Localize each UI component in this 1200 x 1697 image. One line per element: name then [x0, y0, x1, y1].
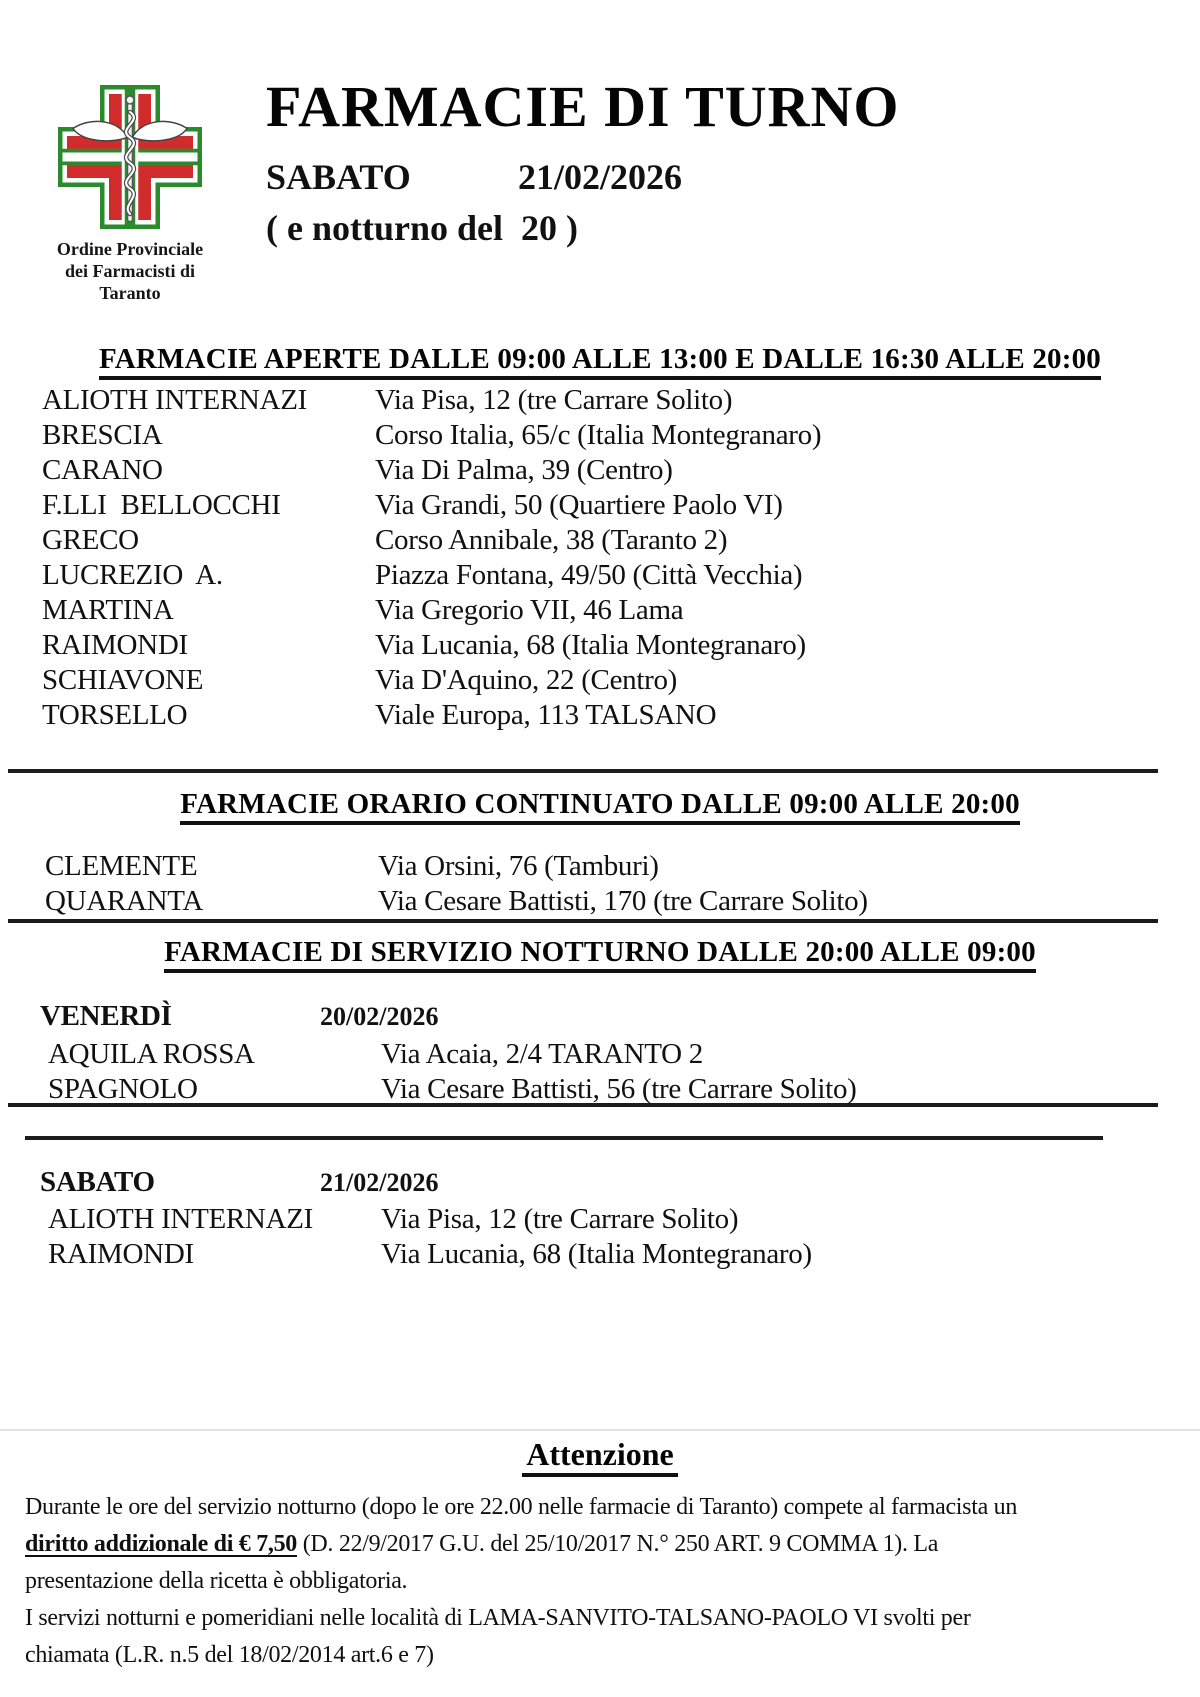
- section-heading-notturno: FARMACIE DI SERVIZIO NOTTURNO DALLE 20:00 ALLE 09:00: [164, 936, 1036, 973]
- list-item: [45, 884, 1200, 919]
- attention-text-line: presentazione della ricetta è obbligatoria.: [25, 1568, 408, 1594]
- logo-block: [25, 82, 235, 304]
- pharmacy-name: TORSELLO: [42, 699, 188, 731]
- list-item: [42, 698, 1200, 733]
- night-day-row: [40, 1165, 1200, 1200]
- pharmacy-name: QUARANTA: [45, 885, 203, 917]
- pharmacy-name: LUCREZIO A.: [42, 559, 223, 591]
- pharmacy-name: ALIOTH INTERNAZI: [48, 1203, 313, 1235]
- date-value: 21/02/2026: [320, 1168, 439, 1197]
- list-item: [42, 663, 1200, 698]
- weekday-label: VENERDÌ: [40, 1000, 172, 1032]
- pharmacy-name: MARTINA: [42, 594, 174, 626]
- pharmacy-address: Piazza Fontana, 49/50 (Città Vecchia): [375, 559, 803, 591]
- attention-text-line: I servizi notturni e pomeridiani nelle località di LAMA-SANVITO-TALSANO-PAOLO VI svolti per: [25, 1605, 971, 1631]
- pharmacy-name: RAIMONDI: [42, 629, 188, 661]
- date-line: [266, 157, 1186, 197]
- night-day-row: [40, 999, 1200, 1034]
- list-item: [42, 593, 1200, 628]
- list-item: [48, 1237, 1200, 1272]
- list-item: [42, 383, 1200, 418]
- pharmacy-name: ALIOTH INTERNAZI: [42, 384, 307, 416]
- pharmacy-address: Via Di Palma, 39 (Centro): [375, 454, 673, 486]
- attention-text-line: Durante le ore del servizio notturno (dopo le ore 22.00 nelle farmacie di Taranto) compete al farmacista un: [25, 1494, 1018, 1520]
- date-value: 21/02/2026: [518, 157, 683, 197]
- faint-divider: [0, 1429, 1200, 1431]
- weekday-label: SABATO: [40, 1166, 155, 1198]
- pharmacy-address: Via Cesare Battisti, 56 (tre Carrare Solito): [381, 1073, 857, 1105]
- pharmacy-name: SCHIAVONE: [42, 664, 204, 696]
- list-item: [45, 849, 1200, 884]
- list-item: [48, 1037, 1200, 1072]
- pharmacy-name: BRESCIA: [42, 419, 163, 451]
- list-item: [42, 453, 1200, 488]
- pharmacy-address: Via Pisa, 12 (tre Carrare Solito): [375, 384, 733, 416]
- list-item: [42, 628, 1200, 663]
- pharmacy-address: Via Pisa, 12 (tre Carrare Solito): [381, 1203, 739, 1235]
- pharmacy-address: Via D'Aquino, 22 (Centro): [375, 664, 678, 696]
- surcharge-highlight: diritto addizionale di € 7,50: [25, 1531, 297, 1557]
- pharmacy-cross-icon: [51, 82, 209, 232]
- date-value: 20/02/2026: [320, 1002, 439, 1031]
- section-heading-open: FARMACIE APERTE DALLE 09:00 ALLE 13:00 E DALLE 16:30 ALLE 20:00: [99, 343, 1101, 380]
- list-item: [42, 418, 1200, 453]
- attention-text-line: chiamata (L.R. n.5 del 18/02/2014 art.6 e 7): [25, 1642, 434, 1668]
- list-item: [42, 558, 1200, 593]
- page-title: FARMACIE DI TURNO: [266, 74, 900, 139]
- logo-caption: [25, 238, 235, 304]
- open-pharmacies-list: [42, 383, 1200, 733]
- list-item: [48, 1202, 1200, 1237]
- list-item: [42, 488, 1200, 523]
- continuato-pharmacies-list: [45, 849, 1200, 919]
- pharmacy-name: RAIMONDI: [48, 1238, 194, 1270]
- pharmacy-name: CLEMENTE: [45, 850, 198, 882]
- header-block: [266, 76, 1186, 248]
- pharmacy-name: GRECO: [42, 524, 139, 556]
- logo-caption-line: dei Farmacisti di: [65, 261, 195, 281]
- pharmacy-name: CARANO: [42, 454, 163, 486]
- pharmacy-address: Via Lucania, 68 (Italia Montegranaro): [381, 1238, 812, 1270]
- section-divider: [8, 919, 1158, 923]
- night-pharmacies-list-saturday: [48, 1202, 1200, 1272]
- pharmacy-address: Viale Europa, 113 TALSANO: [375, 699, 717, 731]
- night-note: ( e notturno del 20 ): [266, 208, 578, 248]
- list-item: [48, 1072, 1200, 1107]
- attention-heading: Attenzione: [522, 1436, 678, 1477]
- pharmacy-name: F.LLI BELLOCCHI: [42, 489, 281, 521]
- attention-text-line: [25, 1526, 1180, 1563]
- night-pharmacies-list-friday: [48, 1037, 1200, 1107]
- attention-text-rest: (D. 22/9/2017 G.U. del 25/10/2017 N.° 250 ART. 9 COMMA 1). La: [297, 1531, 939, 1557]
- pharmacy-address: Via Grandi, 50 (Quartiere Paolo VI): [375, 489, 783, 521]
- pharmacy-address: Via Gregorio VII, 46 Lama: [375, 594, 684, 626]
- document-body: [0, 343, 1200, 1674]
- pharmacy-name: SPAGNOLO: [48, 1073, 198, 1105]
- pharmacy-address: Corso Annibale, 38 (Taranto 2): [375, 524, 728, 556]
- section-divider: [8, 769, 1158, 773]
- pharmacy-address: Via Lucania, 68 (Italia Montegranaro): [375, 629, 806, 661]
- section-heading-continuato: FARMACIE ORARIO CONTINUATO DALLE 09:00 ALLE 20:00: [180, 788, 1020, 825]
- list-item: [42, 523, 1200, 558]
- attention-body: [25, 1489, 1180, 1674]
- weekday-label: SABATO: [266, 157, 411, 197]
- logo-caption-line: Taranto: [99, 283, 161, 303]
- pharmacy-address: Via Orsini, 76 (Tamburi): [378, 850, 659, 882]
- logo-caption-line: Ordine Provinciale: [56, 239, 204, 259]
- pharmacy-address: Via Cesare Battisti, 170 (tre Carrare Solito): [378, 885, 868, 917]
- pharmacy-name: AQUILA ROSSA: [48, 1038, 255, 1070]
- section-divider: [25, 1136, 1103, 1140]
- pharmacy-address: Via Acaia, 2/4 TARANTO 2: [381, 1038, 703, 1070]
- pharmacy-address: Corso Italia, 65/c (Italia Montegranaro): [375, 419, 822, 451]
